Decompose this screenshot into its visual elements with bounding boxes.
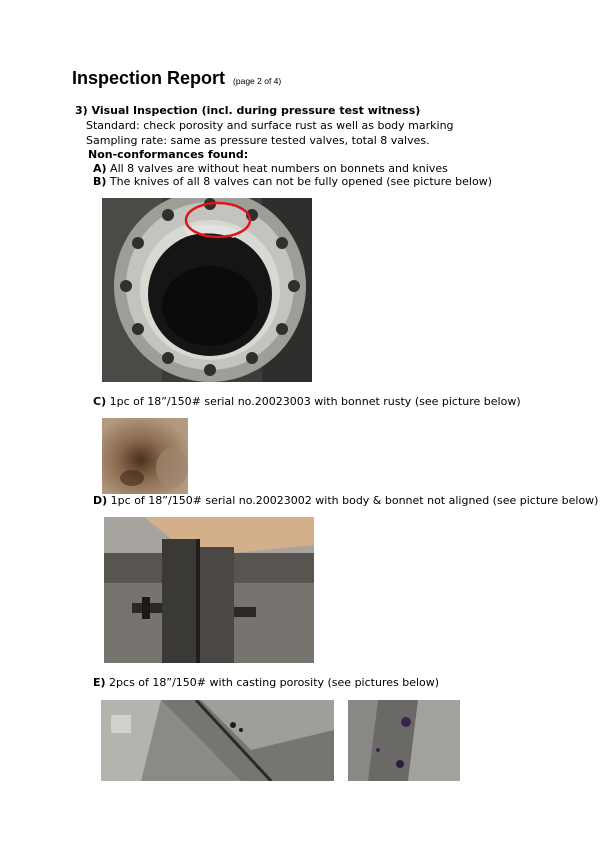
- section-heading: 3) Visual Inspection (incl. during pressure test witness): [75, 104, 421, 117]
- finding-text: 1pc of 18”/150# serial no.20023003 with bonnet rusty (see picture below): [109, 395, 521, 408]
- finding-d: [93, 494, 598, 508]
- page-title: [72, 68, 281, 89]
- photo-casting-porosity-1: [101, 700, 334, 781]
- finding-letter: E): [93, 676, 106, 689]
- report-title: Inspection Report: [72, 68, 226, 88]
- finding-text: All 8 valves are without heat numbers on bonnets and knives: [110, 162, 448, 175]
- finding-e: [93, 676, 439, 690]
- finding-letter: B): [93, 175, 107, 188]
- finding-a: [93, 162, 448, 176]
- finding-text: 2pcs of 18”/150# with casting porosity (see pictures below): [109, 676, 440, 689]
- finding-text: 1pc of 18”/150# serial no.20023002 with body & bonnet not aligned (see picture below): [110, 494, 599, 507]
- page-number-note: (page 2 of 4): [233, 76, 282, 86]
- photo-bonnet-rust: [102, 418, 188, 494]
- photo-valve-knife: [102, 198, 312, 382]
- nonconformance-heading: Non-conformances found:: [88, 148, 249, 161]
- finding-text: The knives of all 8 valves can not be fully opened (see picture below): [109, 175, 493, 188]
- finding-letter: A): [93, 162, 107, 175]
- standard-text: Standard: check porosity and surface rust as well as body marking: [86, 119, 454, 132]
- sampling-text: Sampling rate: same as pressure tested valves, total 8 valves.: [86, 134, 430, 147]
- photo-body-bonnet-misalignment: [104, 517, 314, 663]
- finding-letter: D): [93, 494, 108, 507]
- finding-c: [93, 395, 521, 409]
- finding-b: [93, 175, 492, 189]
- finding-letter: C): [93, 395, 107, 408]
- photo-casting-porosity-2: [348, 700, 460, 781]
